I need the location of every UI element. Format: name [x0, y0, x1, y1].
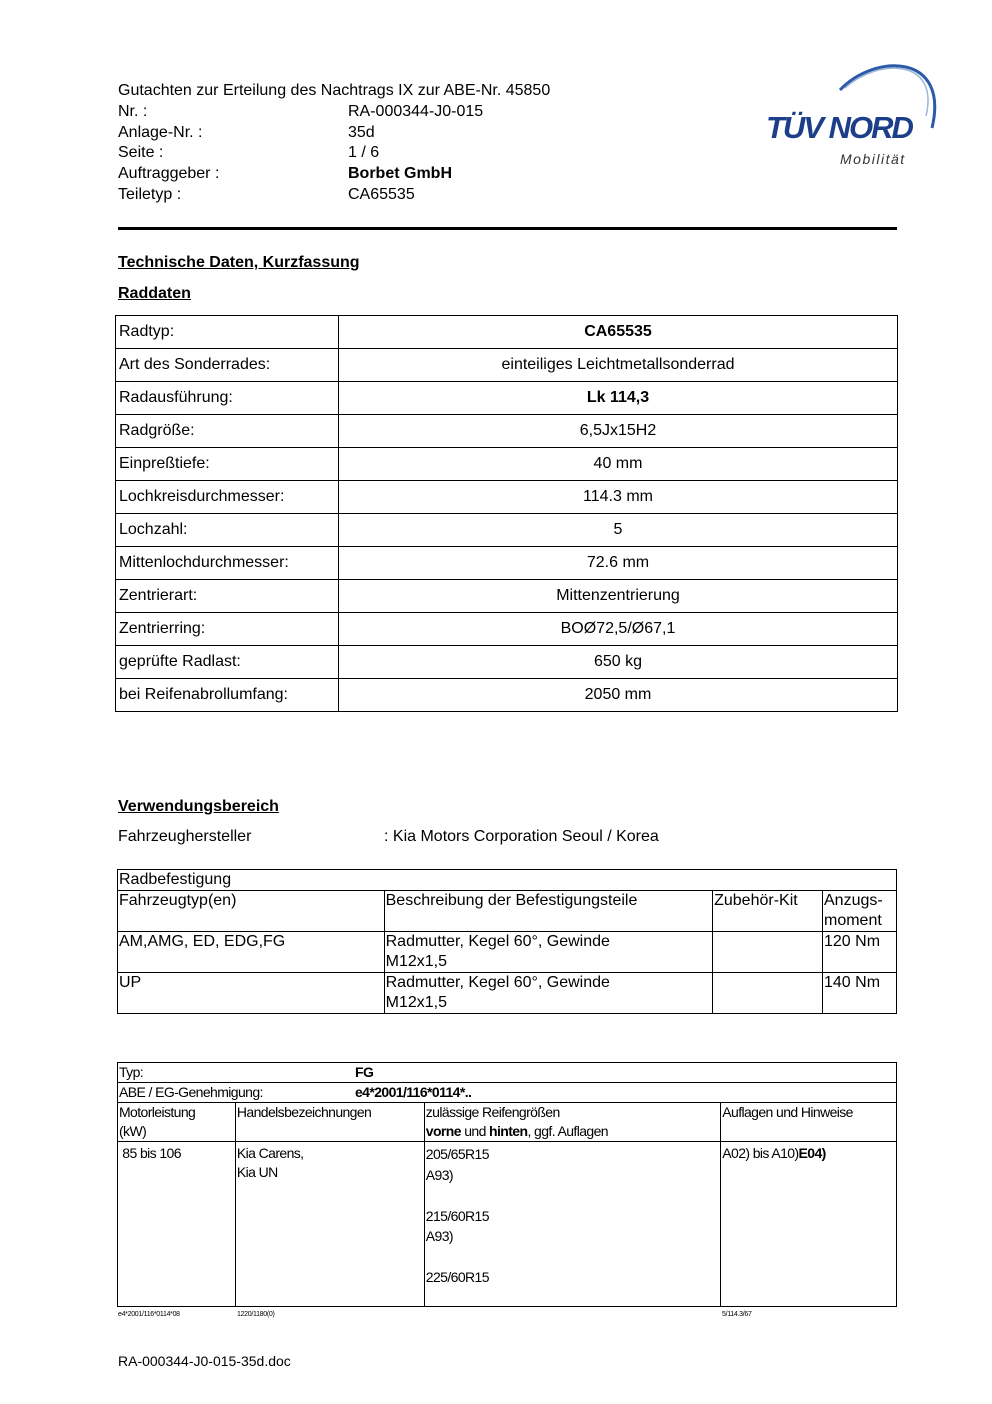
row-label: geprüfte Radlast:	[116, 646, 339, 679]
header-row-number	[118, 102, 550, 123]
document-title: Gutachten zur Erteilung des Nachtrags IX zur ABE-Nr. 45850	[118, 82, 551, 99]
table-row	[116, 481, 898, 514]
row-label: Art des Sonderrades:	[116, 349, 339, 382]
tire-size: 215/60R15	[425, 1207, 489, 1224]
wheel-mounting-table	[117, 869, 897, 1014]
table-row	[116, 580, 898, 613]
type-approval-table	[117, 1062, 897, 1307]
table-row	[116, 547, 898, 580]
vehicle-types: UP	[118, 973, 385, 1014]
table-row	[118, 932, 897, 973]
manufacturer-label: Fahrzeughersteller	[118, 828, 252, 845]
torque-value: 120 Nm	[823, 932, 897, 973]
section-heading-wheel-data: Raddaten	[118, 285, 191, 302]
header-line: zulässige Reifengrößen	[425, 1104, 560, 1120]
row-value: einteiliges Leichtmetallsonderrad	[339, 349, 898, 382]
mounting-title: Radbefestigung	[118, 870, 897, 891]
header-value: 35d	[348, 123, 375, 141]
row-value: 650 kg	[339, 646, 898, 679]
footnote-bolt-pattern: 5/114.3/67	[722, 1311, 752, 1318]
tuv-nord-logo: TÜV NORD	[766, 110, 912, 145]
header-line: Motorleistung	[119, 1104, 196, 1120]
footnote-approval-code: e4*2001/116*0114*08	[118, 1311, 180, 1318]
accessory-kit	[713, 932, 823, 973]
spacer	[426, 1247, 719, 1268]
trade-names	[235, 1142, 424, 1307]
header-label: Auftraggeber :	[118, 165, 220, 183]
header-value: Borbet GmbH	[348, 165, 452, 183]
tire-size: 205/65R15	[425, 1146, 489, 1162]
engine-power	[118, 1142, 236, 1307]
header-row-part-type	[118, 185, 550, 206]
trade-name: Kia Carens,	[236, 1145, 304, 1161]
column-header-tire-sizes	[424, 1103, 720, 1142]
header-row-client	[118, 164, 550, 185]
approval-number: e4*2001/116*0114*..	[355, 1084, 472, 1100]
description-line: Radmutter, Kegel 60°, Gewinde	[385, 974, 610, 991]
column-header-notes: Auflagen und Hinweise	[721, 1103, 897, 1142]
row-label: Radgröße:	[116, 415, 339, 448]
table-row	[118, 973, 897, 1014]
tire-sizes	[424, 1142, 720, 1307]
trade-name: Kia UN	[236, 1164, 278, 1180]
header-value: CA65535	[348, 185, 415, 203]
column-header-line: moment	[824, 912, 882, 929]
table-header-row	[118, 891, 897, 932]
row-value: 72.6 mm	[339, 547, 898, 580]
column-header-trade-names: Handelsbezeichnungen	[235, 1103, 424, 1142]
approval-cell	[118, 1083, 897, 1103]
vehicle-types: AM,AMG, ED, EDG,FG	[118, 932, 385, 973]
fastener-description	[384, 932, 712, 973]
header-emphasis: hinten	[489, 1123, 528, 1139]
footnote-weights: 1220/1180(0)	[237, 1311, 275, 1318]
tire-note: A93)	[425, 1166, 453, 1183]
header-label: Teiletyp :	[118, 185, 182, 203]
header-row-annex	[118, 123, 550, 144]
description-line: M12x1,5	[385, 994, 447, 1011]
approval-label: ABE / EG-Genehmigung:	[119, 1084, 263, 1100]
section-heading-usage: Verwendungsbereich	[118, 798, 279, 815]
description-line: Radmutter, Kegel 60°, Gewinde	[385, 933, 610, 950]
tire-note: A93)	[425, 1228, 453, 1244]
accessory-kit	[713, 973, 823, 1014]
row-value: Lk 114,3	[339, 382, 898, 415]
header-line: (kW)	[119, 1123, 147, 1139]
approval-row	[118, 1083, 897, 1103]
type-label: Typ:	[119, 1064, 144, 1080]
section-heading-technical-data: Technische Daten, Kurzfassung	[118, 254, 360, 271]
row-label: Radausführung:	[116, 382, 339, 415]
fastener-description	[384, 973, 712, 1014]
row-label: Zentrierart:	[116, 580, 339, 613]
row-value: 6,5Jx15H2	[339, 415, 898, 448]
row-value: Mittenzentrierung	[339, 580, 898, 613]
header-row-page	[118, 143, 550, 164]
notes	[721, 1142, 897, 1307]
column-header-power	[118, 1103, 236, 1142]
row-value: BOØ72,5/Ø67,1	[339, 613, 898, 646]
row-value: 5	[339, 514, 898, 547]
header-divider	[118, 227, 897, 230]
column-header: Zubehör-Kit	[713, 891, 823, 932]
header-line	[426, 1122, 719, 1141]
column-header: Fahrzeugtyp(en)	[118, 891, 385, 932]
row-label: bei Reifenabrollumfang:	[116, 679, 339, 712]
table-row	[116, 646, 898, 679]
table-row	[116, 514, 898, 547]
table-row	[118, 1142, 897, 1307]
header-text: und	[460, 1123, 490, 1139]
type-value: FG	[355, 1064, 374, 1080]
row-value: 40 mm	[339, 448, 898, 481]
tire-size: 225/60R15	[425, 1269, 489, 1285]
header-label: Seite :	[118, 144, 164, 162]
row-label: Zentrierring:	[116, 613, 339, 646]
header-label: Nr. :	[118, 102, 148, 120]
description-line: M12x1,5	[385, 953, 447, 970]
header-label: Anlage-Nr. :	[118, 123, 203, 141]
table-row	[116, 613, 898, 646]
torque-value: 140 Nm	[823, 973, 897, 1014]
notes-text: A02) bis A10)	[722, 1145, 799, 1161]
table-header-row	[118, 1103, 897, 1142]
table-row	[116, 382, 898, 415]
row-value: 2050 mm	[339, 679, 898, 712]
notes-emphasis: E04)	[798, 1145, 826, 1161]
column-header: Beschreibung der Befestigungsteile	[384, 891, 712, 932]
column-header-line: Anzugs-	[824, 892, 883, 909]
type-row	[118, 1063, 897, 1083]
header-value: RA-000344-J0-015	[348, 102, 484, 120]
header-text: , ggf. Auflagen	[527, 1123, 608, 1139]
column-header-torque	[823, 891, 897, 932]
header-emphasis: vorne	[425, 1123, 461, 1139]
table-row	[116, 415, 898, 448]
wheel-data-table	[115, 315, 898, 712]
row-label: Lochkreisdurchmesser:	[116, 481, 339, 514]
table-row	[116, 316, 898, 349]
logo-subtitle: Mobilität	[840, 151, 906, 167]
document-filename: RA-000344-J0-015-35d.doc	[118, 1353, 291, 1369]
table-row	[116, 448, 898, 481]
row-label: Lochzahl:	[116, 514, 339, 547]
engine-power-value: 85 bis 106	[119, 1145, 181, 1161]
table-row	[116, 349, 898, 382]
row-label: Mittenlochdurchmesser:	[116, 547, 339, 580]
row-label: Radtyp:	[116, 316, 339, 349]
spacer	[426, 1185, 719, 1206]
row-value: 114.3 mm	[339, 481, 898, 514]
row-value: CA65535	[339, 316, 898, 349]
document-header	[118, 81, 550, 206]
header-value: 1 / 6	[348, 144, 380, 162]
row-label: Einpreßtiefe:	[116, 448, 339, 481]
table-row	[116, 679, 898, 712]
type-cell	[118, 1063, 897, 1083]
table-title-row	[118, 870, 897, 891]
manufacturer-value: : Kia Motors Corporation Seoul / Korea	[384, 828, 659, 845]
